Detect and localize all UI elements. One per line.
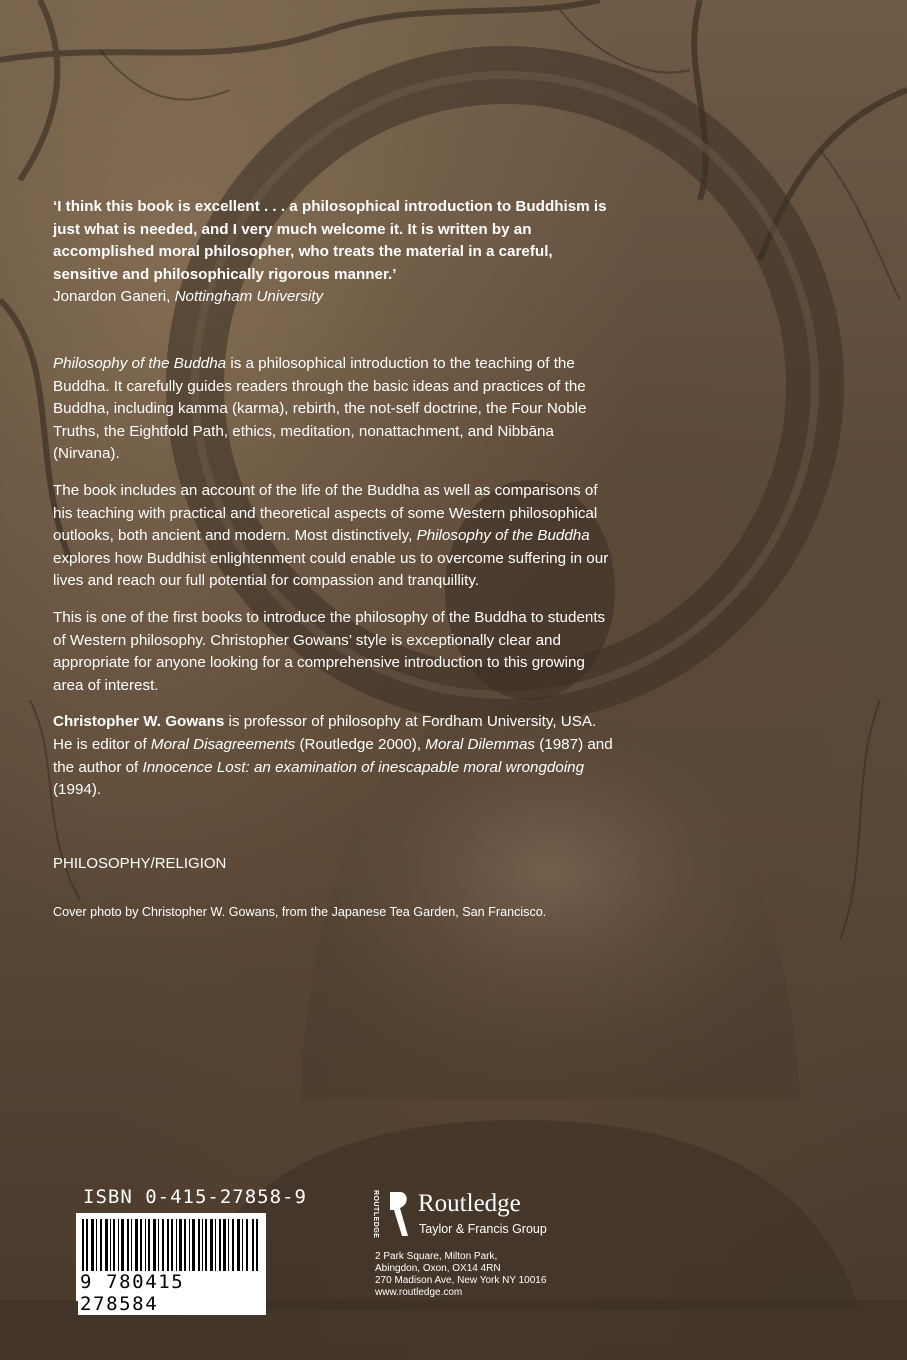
bio-book-title: Innocence Lost: an examination of inescapable moral wrongdoing (142, 758, 585, 776)
isbn-label: ISBN 0-415-27858-9 (83, 1186, 307, 1208)
routledge-logo-icon (386, 1190, 412, 1240)
address-line: Abingdon, Oxon, OX14 4RN (375, 1263, 501, 1274)
publisher-group: Taylor & Francis Group (419, 1222, 547, 1236)
subject-category: PHILOSOPHY/RELIGION (53, 855, 227, 872)
publisher-address (375, 1251, 546, 1299)
barcode (76, 1213, 266, 1315)
description-text: is a philosophical introduction to the teaching of the Buddha. It carefully guides readers through the basic ideas and practices of the Buddha, including kamma (karma), rebirth, the not-self doctrine, the Four Noble Truths, the Eightfold Path, ethics, meditation, nonattachment, and Nibbāna (Nirvana). (53, 355, 587, 463)
bio-text: (Routledge 2000), (295, 735, 426, 753)
bio-text: (1987) and the author of (53, 735, 613, 776)
bio-text: is professor of philosophy at Fordham University, USA. He is editor of (53, 713, 597, 753)
photo-credit: Cover photo by Christopher W. Gowans, from the Japanese Tea Garden, San Francisco. (53, 905, 547, 919)
description-paragraph-1 (53, 353, 618, 466)
bio-book-title: Moral Disagreements (150, 735, 296, 753)
description-text: The book includes an account of the life of the Buddha as well as comparisons of his teaching with practical and theoretical aspects of some Western philosophical outlooks, both ancient and modern. Most distinctively, (53, 481, 598, 545)
quote-author: Jonardon Ganeri, (53, 288, 175, 306)
quote-affiliation: Nottingham University (174, 288, 324, 306)
description-text: explores how Buddhist enlightenment could enable us to overcome suffering in our lives and reach our full potential for compassion and tranquillity. (53, 549, 609, 590)
address-line: 270 Madison Ave, New York NY 10016 (375, 1275, 547, 1286)
barcode-number: 9 780415 278584 (78, 1271, 266, 1315)
publisher-name: Routledge (418, 1190, 521, 1217)
bio-book-title: Moral Dilemmas (425, 735, 535, 753)
description-paragraph-3: This is one of the first books to introduce the philosophy of the Buddha to students of Western philosophy. Christopher Gowans’ style is exceptionally clear and appropriate for anyone looking for a comprehensive introduction to this growing area of interest. (53, 608, 606, 694)
quote-text: ‘I think this book is excellent . . . a philosophical introduction to Buddhism is just what is needed, and I very much welcome it. It is written by an accomplished moral philosopher, who treats the material in a careful, sensitive and philosophically rigorous manner.’ (53, 198, 607, 283)
publisher-website: www.routledge.com (375, 1287, 463, 1298)
quote-attribution (53, 286, 618, 309)
description-paragraph-2 (53, 480, 618, 593)
bio-text: (1994). (53, 781, 102, 799)
book-description (53, 353, 618, 816)
author-name: Christopher W. Gowans (53, 713, 225, 731)
review-quote (53, 196, 618, 309)
book-title-ref: Philosophy of the Buddha (416, 527, 590, 545)
publisher-vertical-text: ROUTLEDGE (372, 1190, 379, 1239)
address-line: 2 Park Square, Milton Park, (375, 1251, 498, 1262)
book-title-ref: Philosophy of the Buddha (53, 355, 227, 372)
author-bio (53, 711, 618, 801)
